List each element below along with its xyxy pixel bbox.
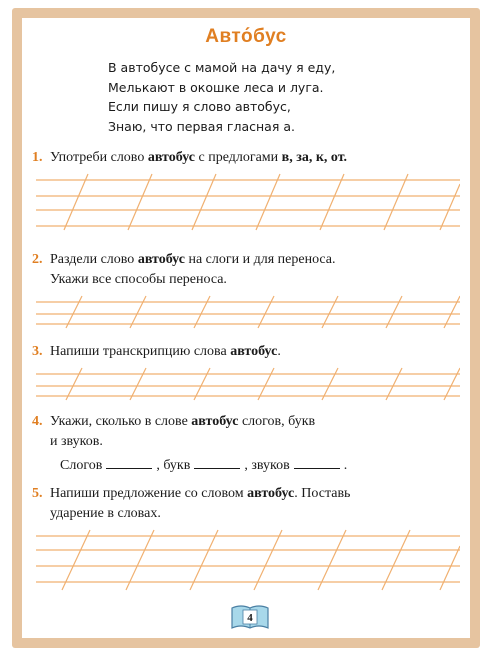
poem-line: Мелькают в окошке леса и луга.	[108, 79, 324, 95]
sounds-label: , звуков	[244, 458, 290, 473]
task-text: и звуков.	[50, 434, 103, 449]
task-3	[32, 342, 460, 362]
task-text: .	[277, 344, 281, 359]
syllables-label: Слогов	[60, 458, 103, 473]
task-text: на слоги и для переноса.	[184, 252, 336, 267]
task-number: 5.	[32, 486, 43, 501]
task-5	[32, 484, 460, 524]
task-keyword: автобус	[230, 344, 278, 359]
task-text: Укажи все способы переноса.	[50, 272, 227, 287]
syllables-blank[interactable]	[106, 468, 152, 469]
counts-row	[60, 458, 347, 474]
task-keyword: автобус	[247, 486, 295, 501]
task-text: Раздели слово	[50, 252, 138, 267]
task-1	[32, 148, 460, 168]
task-text: Употреби слово	[50, 150, 148, 165]
task-text: Напиши транскрипцию слова	[50, 344, 231, 359]
poem-line: В автобусе с мамой на дачу я еду,	[108, 60, 336, 75]
writing-lines-3[interactable]	[36, 366, 460, 402]
period: .	[343, 458, 348, 473]
task-text: . Поставь	[294, 486, 351, 501]
task-number: 1.	[32, 150, 43, 165]
worksheet-page	[22, 18, 470, 638]
writing-lines-5[interactable]	[36, 528, 460, 594]
task-text: ударение в словах.	[50, 506, 161, 521]
task-text: Напиши предложение со словом	[50, 486, 248, 501]
page-title: Авто́бус	[205, 26, 287, 47]
task-2	[32, 250, 460, 290]
poem	[108, 58, 335, 136]
task-text: Укажи, сколько в слове	[50, 414, 192, 429]
task-text: с предлогами	[194, 150, 282, 165]
task-4	[32, 412, 460, 452]
writing-lines-1[interactable]	[36, 170, 460, 234]
task-keyword: автобус	[137, 252, 185, 267]
sounds-blank[interactable]	[294, 468, 340, 469]
task-number: 2.	[32, 252, 43, 267]
letters-label: , букв	[156, 458, 191, 473]
task-prepositions: в, за, к, от.	[281, 150, 348, 165]
poem-line: Если пишу я слово автобус,	[108, 99, 291, 114]
page-number: 4	[247, 612, 253, 624]
task-number: 4.	[32, 414, 43, 429]
letters-blank[interactable]	[194, 468, 240, 469]
task-number: 3.	[32, 344, 43, 359]
task-text: слогов, букв	[238, 414, 316, 429]
poem-line: Знаю, что первая гласная а.	[108, 118, 295, 134]
task-keyword: автобус	[147, 150, 195, 165]
writing-lines-2[interactable]	[36, 294, 460, 330]
task-keyword: автобус	[191, 414, 239, 429]
page-number-book-icon	[230, 602, 270, 632]
